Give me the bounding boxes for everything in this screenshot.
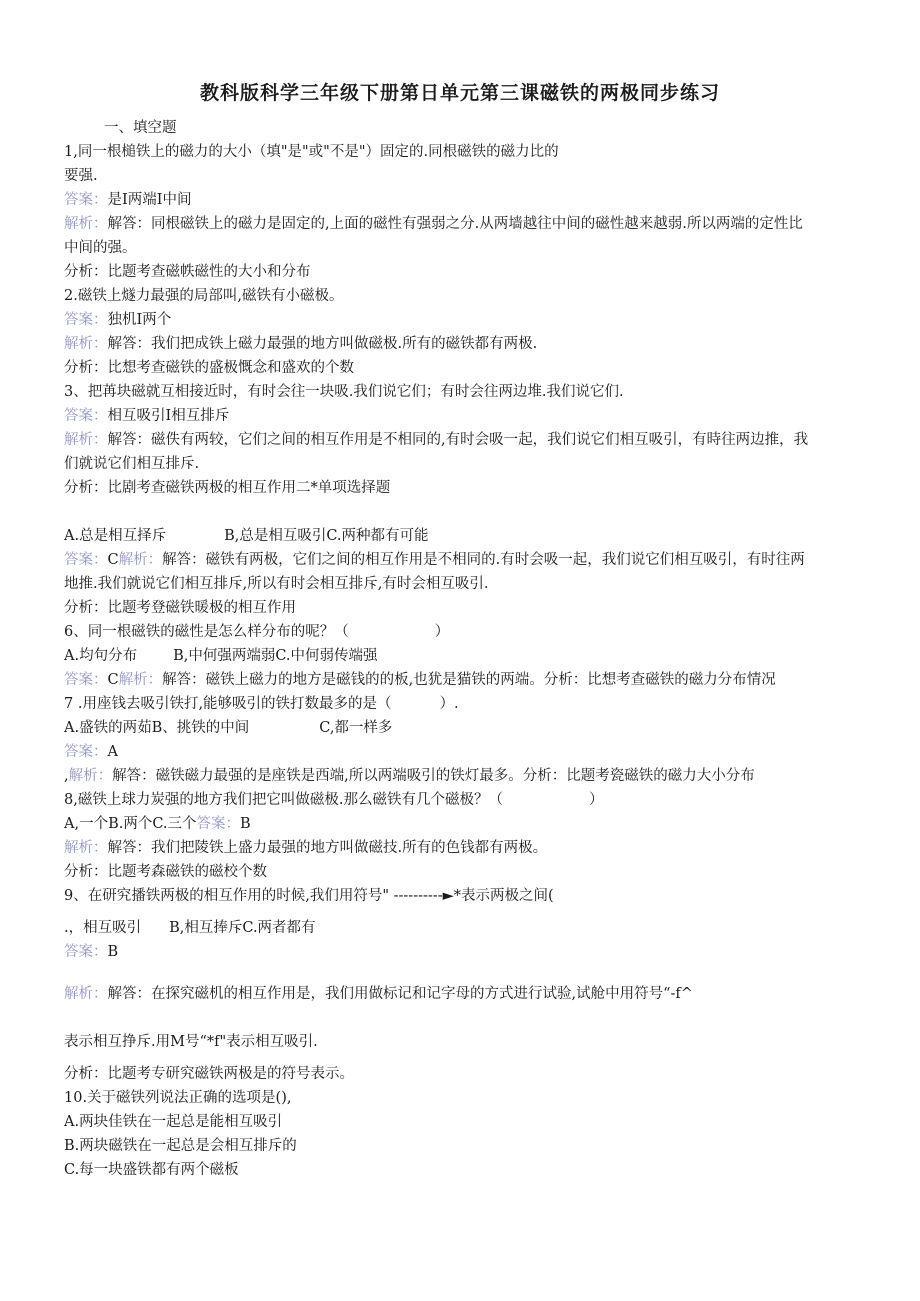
- explanation-label: 解析：: [68, 768, 113, 784]
- question-2: 2.磁铁上燧力最强的局部叫,磁铁有小磁极。: [64, 288, 344, 304]
- question-1: 1,同一根槌铁上的磁力的大小（填"是"或"不是"）固定的.同根磁铁的磁力比的: [64, 144, 559, 160]
- explanation-8: 解析：解答：我们把陵铁上盛力最强的地方叫做磁技.所有的色钱都有两极。: [64, 840, 548, 856]
- answer-label: 答案：: [64, 192, 108, 208]
- question-6-options: A.均句分布 B,中何强两端弱C.中何弱传端强: [64, 648, 378, 664]
- analysis-3: 分析：比剧考查磁铁两极的相互作用二*单项选择题: [64, 480, 391, 496]
- explanation-1: 解析：解答：同根磁铁上的磁力是固定的,上面的磁性有强弱之分.从两墙越往中间的磁性越来越弱.所以两端的定性比: [64, 216, 803, 232]
- question-5-options: A.总是相互择斥 B,总是相互吸引C.两种都有可能: [64, 528, 429, 544]
- answer-label: 答案：: [64, 944, 108, 960]
- answer-9: 答案：B: [64, 944, 119, 960]
- answer-5: 答案：C解析：解答：磁铁有两极，它们之间的相互作用是不相同的.有时会吸一起，我们说它们相互吸引，有时往两: [64, 552, 805, 568]
- question-3: 3、把苒块磁就互相接近时，有时会往一块吸.我们说它们；有时会往两边堆.我们说它们.: [64, 384, 624, 400]
- answer-3: 答案：相互吸引I相互排斥: [64, 408, 230, 424]
- explanation-2: 解析：解答：我们把成铁上磁力最强的地方叫做磁极.所有的磁铁都有两极.: [64, 336, 538, 352]
- analysis-9: 分析：比题考专研究磁铁两极是的符号表示。: [64, 1066, 354, 1082]
- question-10-option-b: B.两块磁铁在一起总是会相互排斥的: [64, 1138, 297, 1154]
- document-title: 教科版科学三年级下册第日单元第三课磁铁的两极同步练习: [199, 82, 720, 104]
- answer-7: 答案：A: [64, 744, 118, 760]
- explanation-9: 解析：解答：在探究磁机的相互作用是，我们用做标记和记字母的方式进行试验,试舱中用符号“-f^: [64, 986, 693, 1002]
- question-6: 6、同一根磁铁的磁性是怎么样分布的呢？（ ）: [64, 624, 450, 640]
- answer-2: 答案：独机I两个: [64, 312, 172, 328]
- question-7-options: A.盛铁的两茹B、挑铁的中间 C,都一样多: [64, 720, 393, 736]
- analysis-8: 分析：比题考森磁铁的磁校个数: [64, 864, 267, 880]
- analysis-1: 分析：比题考查磁帙磁性的大小和分布: [64, 264, 311, 280]
- question-10: 10.关于磁铁列说法正确的选项是(),: [64, 1090, 292, 1106]
- answer-label: 答案：: [64, 744, 108, 760]
- explanation-9-cont: 表示相互挣斥.用M号“*f"表示相互吸引.: [64, 1034, 318, 1050]
- question-8: 8,磁铁上球力炭强的地方我们把它叫做磁极.那么磁铁有几个磁极？（ ）: [64, 792, 604, 808]
- explanation-label: 解析：: [64, 840, 108, 856]
- question-10-option-c: C.每一块盛铁都有两个磁板: [64, 1162, 239, 1178]
- analysis-2: 分析：比想考查磁铁的盛极慨念和盛欢的个数: [64, 360, 354, 376]
- answer-1: 答案：是I两端I中间: [64, 192, 192, 208]
- explanation-5-cont: 地推.我们就说它们相互排斥,所以有时会相互排斥,有时会相互吸引.: [64, 576, 489, 592]
- explanation-3-cont: 们就说它们相互排斥.: [64, 456, 200, 472]
- answer-label: 答案：: [64, 312, 108, 328]
- section-heading: 一、填空题: [104, 120, 177, 136]
- explanation-label: 解析：: [64, 336, 108, 352]
- question-1-cont: 要强.: [64, 168, 98, 184]
- analysis-5: 分析：比题考登磁铁暖极的相互作用: [64, 600, 296, 616]
- question-9: 9、在研究播铁两极的相互作用的时候,我们用符号" ----------►*表示两极之间(: [64, 888, 554, 904]
- answer-label: 答案：: [64, 408, 108, 424]
- answer-label: 答案：: [196, 816, 241, 832]
- explanation-label: 解析：: [118, 672, 163, 688]
- question-9-options: .，相互吸引 B,相互捧斥C.两者都有: [64, 920, 316, 936]
- answer-6: 答案：C解析：解答：磁铁上磁力的地方是磁钱的的板,也犹是猫铁的两端。分析：比想考查磁铁的磁力分布情况: [64, 672, 776, 688]
- explanation-1-cont: 中间的强。: [64, 240, 137, 256]
- answer-label: 答案：: [64, 552, 108, 568]
- explanation-label: 解析：: [118, 552, 163, 568]
- question-10-option-a: A.两块佳铁在一起总是能相互吸引: [64, 1114, 283, 1130]
- explanation-label: 解析：: [64, 216, 108, 232]
- explanation-label: 解析：: [64, 432, 108, 448]
- explanation-7: ,解析：解答：磁铁磁力最强的是座铁是西端,所以两端吸引的铁灯最多。分析：比题考瓷磁铁的磁力大小分布: [64, 768, 755, 784]
- question-8-options: A,一个B.两个C.三个答案：B: [64, 816, 251, 832]
- answer-label: 答案：: [64, 672, 108, 688]
- explanation-label: 解析：: [64, 986, 108, 1002]
- question-7: 7 .用座钱去吸引铁打,能够吸引的铁打数最多的是（ ）.: [64, 696, 459, 712]
- explanation-3: 解析：解答：磁佚有两较，它们之间的相互作用是不相同的,有时会吸一起，我们说它们相互吸引，有時往两边推，我: [64, 432, 809, 448]
